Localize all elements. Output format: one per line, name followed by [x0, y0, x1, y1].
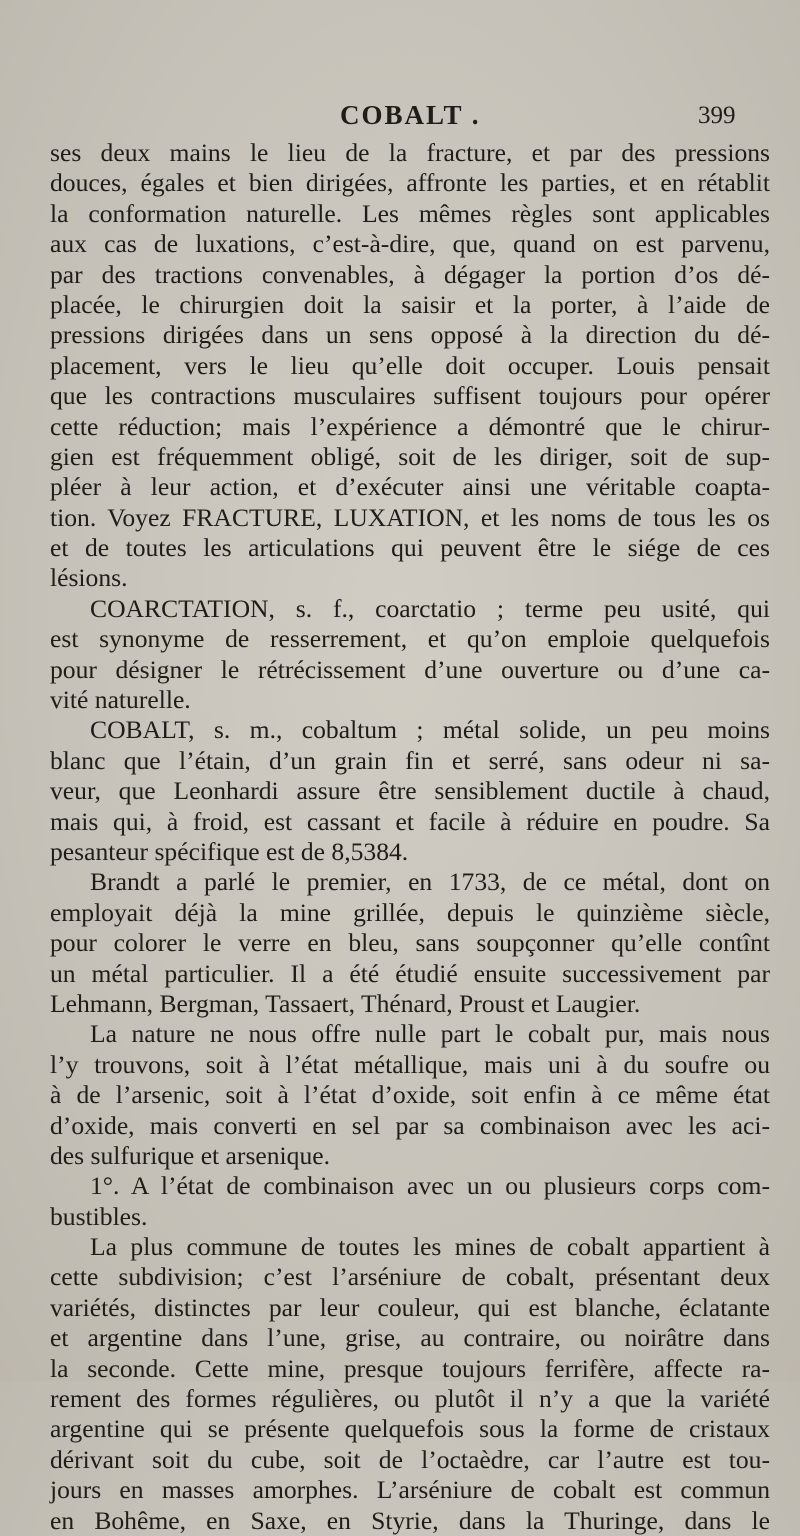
- text-line: douces, égales et bien dirigées, affronte les parties, et en rétablit: [50, 168, 770, 198]
- text-line: un métal particulier. Il a été étudié ensuite successivement par: [50, 958, 770, 988]
- page-number: 399: [698, 102, 736, 129]
- text-line: et de toutes les articulations qui peuvent être le siége de ces: [50, 533, 770, 563]
- text-line: jours en masses amorphes. L’arséniure de cobalt est commun: [50, 1475, 770, 1505]
- text-line: employait déjà la mine grillée, depuis le quinzième siècle,: [50, 897, 770, 927]
- text-line: l’y trouvons, soit à l’état métallique, mais uni à du soufre ou: [50, 1049, 770, 1079]
- text-line: mais qui, à froid, est cassant et facile à réduire en poudre. Sa: [50, 806, 770, 836]
- text-line: pesanteur spécifique est de 8,5384.: [50, 836, 409, 866]
- text-line: COBALT, s. m., cobaltum ; métal solide, un peu moins: [90, 715, 770, 745]
- text-line: Brandt a parlé le premier, en 1733, de ce métal, dont on: [90, 867, 770, 897]
- text-line: blanc que l’étain, d’un grain fin et serré, sans odeur ni sa-: [50, 745, 770, 775]
- text-line: lésions.: [50, 563, 128, 593]
- page-header: [0, 100, 800, 140]
- text-line: veur, que Leonhardi assure être sensiblement ductile à chaud,: [50, 776, 770, 806]
- text-line: par des tractions convenables, à dégager la portion d’os dé-: [50, 259, 770, 289]
- text-line: et argentine dans l’une, grise, au contraire, ou noirâtre dans: [50, 1323, 770, 1353]
- text-line: pléer à leur action, et d’exécuter ainsi une véritable coapta-: [50, 472, 770, 502]
- text-line: tion. Voyez FRACTURE, LUXATION, et les noms de tous les os: [50, 502, 770, 532]
- text-line: vité naturelle.: [50, 685, 191, 715]
- text-line: La plus commune de toutes les mines de cobalt appartient à: [90, 1232, 770, 1262]
- running-title: COBALT .: [340, 100, 481, 130]
- text-line: aux cas de luxations, c’est-à-dire, que, quand on est parvenu,: [50, 229, 770, 259]
- text-line: que les contractions musculaires suffisent toujours pour opérer: [50, 381, 770, 411]
- body-text: [50, 138, 770, 1536]
- text-line: en Bohême, en Saxe, en Styrie, dans la Thuringe, dans le: [50, 1505, 770, 1535]
- text-line: placée, le chirurgien doit la saisir et la porter, à l’aide de: [50, 289, 770, 319]
- text-line: cette réduction; mais l’expérience a démontré que le chirur-: [50, 411, 770, 441]
- text-line: d’oxide, mais converti en sel par sa combinaison avec les aci-: [50, 1110, 770, 1140]
- text-line: pour colorer le verre en bleu, sans soupçonner qu’elle contînt: [50, 928, 770, 958]
- text-line: la seconde. Cette mine, presque toujours ferrifère, affecte ra-: [50, 1353, 770, 1383]
- text-line: la conformation naturelle. Les mêmes règles sont applicables: [50, 198, 770, 228]
- text-line: pour désigner le rétrécissement d’une ouverture ou d’une ca-: [50, 654, 770, 684]
- text-line: Lehmann, Bergman, Tassaert, Thénard, Proust et Laugier.: [50, 988, 641, 1018]
- text-line: ses deux mains le lieu de la fracture, et par des pressions: [50, 138, 770, 167]
- text-line: gien est fréquemment obligé, soit de les diriger, soit de sup-: [50, 441, 770, 471]
- text-line: COARCTATION, s. f., coarctatio ; terme peu usité, qui: [90, 593, 770, 623]
- text-line: est synonyme de resserrement, et qu’on emploie quelquefois: [50, 624, 770, 654]
- text-line: bustibles.: [50, 1201, 148, 1231]
- text-line: placement, vers le lieu qu’elle doit occuper. Louis pensait: [50, 350, 770, 380]
- text-line: cette subdivision; c’est l’arséniure de cobalt, présentant deux: [50, 1262, 770, 1292]
- text-line: dérivant soit du cube, soit de l’octaèdre, car l’autre est tou-: [50, 1444, 770, 1474]
- text-line: à de l’arsenic, soit à l’état d’oxide, soit enfin à ce même état: [50, 1080, 770, 1110]
- text-line: pressions dirigées dans un sens opposé à la direction du dé-: [50, 320, 770, 350]
- text-line: des sulfurique et arsenique.: [50, 1140, 331, 1170]
- text-line: rement des formes régulières, ou plutôt il n’y a que la variété: [50, 1384, 770, 1414]
- text-line: variétés, distinctes par leur couleur, qui est blanche, éclatante: [50, 1292, 770, 1322]
- text-line: argentine qui se présente quelquefois sous la forme de cristaux: [50, 1414, 770, 1444]
- text-line: 1°. A l’état de combinaison avec un ou plusieurs corps com-: [90, 1171, 770, 1201]
- text-line: La nature ne nous offre nulle part le cobalt pur, mais nous: [90, 1019, 770, 1049]
